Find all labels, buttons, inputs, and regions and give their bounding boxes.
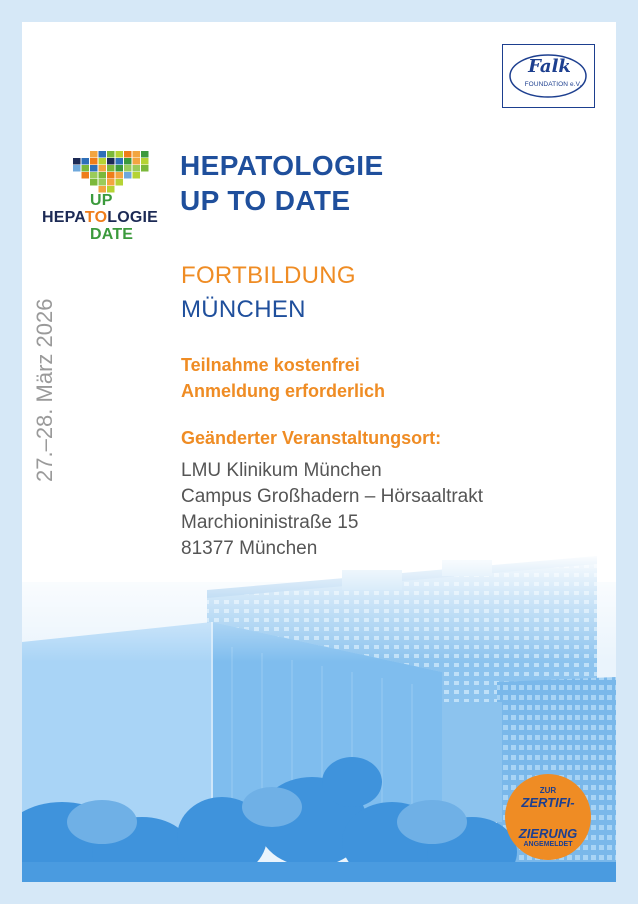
falk-foundation-logo [502,44,595,108]
page-title: HEPATOLOGIE UP TO DATE [180,150,384,216]
event-type: FORTBILDUNG [181,262,356,289]
liver-mosaic-icon [72,150,154,195]
venue-address [181,458,483,562]
event-date: 27.–28. März 2026 [32,298,57,482]
note-free: Teilnahme kostenfrei [181,355,360,375]
venue-line: Campus Großhadern – Hörsaaltrakt [181,486,484,507]
venue-line: Marchioninistraße 15 [181,512,359,533]
note-registration: Anmeldung erforderlich [181,381,386,401]
falk-logo-subtitle: FOUNDATION e.V. [524,81,582,88]
flyer-page [22,22,616,882]
venue-line: LMU Klinikum München [181,460,382,481]
hepatologie-logo [42,150,172,250]
event-city: MÜNCHEN [181,296,306,323]
certification-badge: ZUR ZERTIFI- ZIERUNG ANGEMELDET [505,774,591,860]
logo-word-date: DATE [90,226,134,243]
logo-word-up: UP [90,192,113,209]
venue-heading: Geänderter Veranstaltungsort: [181,428,442,448]
falk-logo-text: Falk [528,56,571,77]
venue-line: 81377 München [181,538,318,559]
participation-notes [181,352,385,404]
logo-word-hepatologie: HEPATOLOGIE [42,209,159,226]
